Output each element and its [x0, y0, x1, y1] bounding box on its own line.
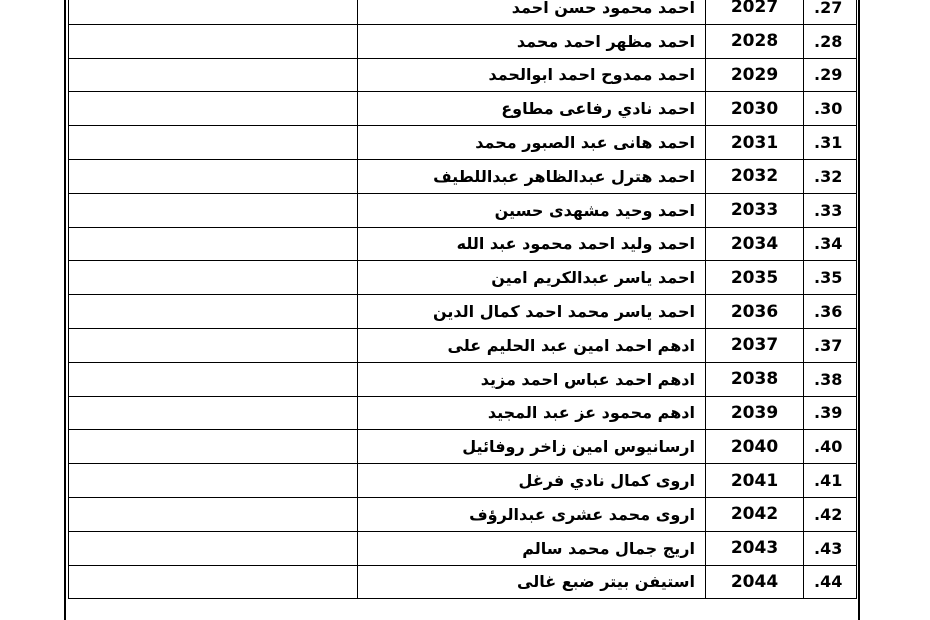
seat-number-cell: 2035	[706, 261, 804, 295]
serial-number-cell: .36	[804, 295, 857, 329]
table-row	[69, 295, 857, 329]
serial-number-cell: .42	[804, 497, 857, 531]
student-name-cell: احمد ياسر محمد احمد كمال الدين	[358, 295, 706, 329]
serial-number-cell: .33	[804, 193, 857, 227]
table-row	[69, 565, 857, 599]
table-body	[69, 0, 857, 599]
serial-number-cell: .27	[804, 0, 857, 24]
table-row	[69, 126, 857, 160]
seat-number-cell: 2031	[706, 126, 804, 160]
blank-cell	[69, 464, 358, 498]
serial-number-cell: .35	[804, 261, 857, 295]
student-name-cell: اروى كمال نادي فرغل	[358, 464, 706, 498]
table-row	[69, 362, 857, 396]
student-name-cell: احمد وليد احمد محمود عبد الله	[358, 227, 706, 261]
blank-cell	[69, 92, 358, 126]
serial-number-cell: .44	[804, 565, 857, 599]
seat-number-cell: 2041	[706, 464, 804, 498]
blank-cell	[69, 261, 358, 295]
seat-number-cell: 2044	[706, 565, 804, 599]
blank-cell	[69, 227, 358, 261]
serial-number-cell: .37	[804, 328, 857, 362]
seat-number-cell: 2038	[706, 362, 804, 396]
blank-cell	[69, 24, 358, 58]
table-row	[69, 396, 857, 430]
table-row	[69, 227, 857, 261]
serial-number-cell: .43	[804, 531, 857, 565]
student-name-cell: احمد ممدوح احمد ابوالحمد	[358, 58, 706, 92]
table-row	[69, 193, 857, 227]
table-row	[69, 58, 857, 92]
seat-number-cell: 2027	[706, 0, 804, 24]
student-name-cell: احمد هترل عبدالظاهر عبداللطيف	[358, 159, 706, 193]
seat-number-cell: 2032	[706, 159, 804, 193]
student-list-table	[68, 0, 857, 599]
student-name-cell: احمد مظهر احمد محمد	[358, 24, 706, 58]
student-name-cell: ادهم احمد عباس احمد مزيد	[358, 362, 706, 396]
table-row	[69, 464, 857, 498]
table-row	[69, 0, 857, 24]
serial-number-cell: .30	[804, 92, 857, 126]
blank-cell	[69, 58, 358, 92]
seat-number-cell: 2039	[706, 396, 804, 430]
seat-number-cell: 2033	[706, 193, 804, 227]
blank-cell	[69, 497, 358, 531]
serial-number-cell: .41	[804, 464, 857, 498]
serial-number-cell: .38	[804, 362, 857, 396]
blank-cell	[69, 430, 358, 464]
blank-cell	[69, 328, 358, 362]
table-row	[69, 531, 857, 565]
table-row	[69, 92, 857, 126]
blank-cell	[69, 126, 358, 160]
table-row	[69, 328, 857, 362]
student-name-cell: احمد ياسر عبدالكريم امين	[358, 261, 706, 295]
student-name-cell: اريج جمال محمد سالم	[358, 531, 706, 565]
student-name-cell: احمد هانى عبد الصبور محمد	[358, 126, 706, 160]
seat-number-cell: 2036	[706, 295, 804, 329]
blank-cell	[69, 531, 358, 565]
blank-cell	[69, 362, 358, 396]
student-name-cell: ارسانيوس امين زاخر روفائيل	[358, 430, 706, 464]
student-name-cell: استيفن بيتر ضبع غالى	[358, 565, 706, 599]
blank-cell	[69, 0, 358, 24]
seat-number-cell: 2028	[706, 24, 804, 58]
serial-number-cell: .32	[804, 159, 857, 193]
table-row	[69, 24, 857, 58]
seat-number-cell: 2040	[706, 430, 804, 464]
table-row	[69, 159, 857, 193]
serial-number-cell: .40	[804, 430, 857, 464]
table-row	[69, 430, 857, 464]
seat-number-cell: 2042	[706, 497, 804, 531]
serial-number-cell: .39	[804, 396, 857, 430]
student-name-cell: ادهم محمود عز عبد المجيد	[358, 396, 706, 430]
seat-number-cell: 2034	[706, 227, 804, 261]
student-name-cell: احمد وحيد مشهدى حسين	[358, 193, 706, 227]
blank-cell	[69, 396, 358, 430]
seat-number-cell: 2030	[706, 92, 804, 126]
serial-number-cell: .34	[804, 227, 857, 261]
seat-number-cell: 2029	[706, 58, 804, 92]
student-name-cell: احمد نادي رفاعى مطاوع	[358, 92, 706, 126]
blank-cell	[69, 193, 358, 227]
serial-number-cell: .29	[804, 58, 857, 92]
blank-cell	[69, 565, 358, 599]
table-row	[69, 497, 857, 531]
student-name-cell: احمد محمود حسن احمد	[358, 0, 706, 24]
seat-number-cell: 2037	[706, 328, 804, 362]
blank-cell	[69, 159, 358, 193]
table-row	[69, 261, 857, 295]
serial-number-cell: .31	[804, 126, 857, 160]
seat-number-cell: 2043	[706, 531, 804, 565]
blank-cell	[69, 295, 358, 329]
serial-number-cell: .28	[804, 24, 857, 58]
student-name-cell: ادهم احمد امين عبد الحليم على	[358, 328, 706, 362]
student-name-cell: اروى محمد عشرى عبدالرؤف	[358, 497, 706, 531]
